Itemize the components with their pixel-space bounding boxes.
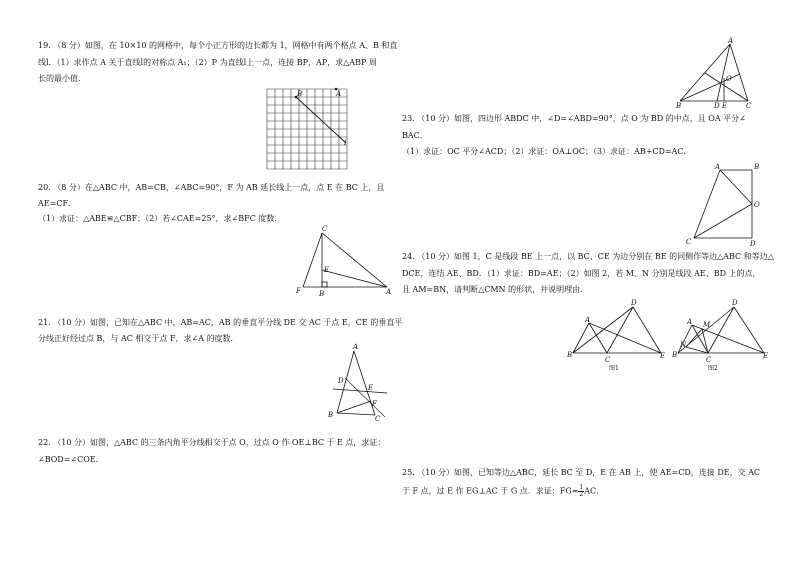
label-A: A	[728, 37, 734, 45]
q23-line3: （1）求证：OC 平分∠ACD；（2）求证：OA⊥OC；（3）求证：AB+CD=AC．	[402, 147, 692, 156]
q24-line2: DCE，连结 AE、BD．（1）求证：BD=AE；（2）如图 2，若 M、N 分别是线段 AE、BD 上的点，	[402, 269, 761, 278]
label-E: E	[368, 384, 374, 392]
q20-line3: （1）求证：△ABE≌△CBF；（2）若∠CAE=25°，求∠BFC 度数．	[38, 214, 283, 223]
label-F: F	[372, 400, 377, 408]
q25-line2-post: AC．	[584, 486, 605, 496]
figure-1-caption: 图1	[609, 365, 619, 372]
label-A: A	[715, 163, 721, 171]
label-C: C	[746, 102, 752, 110]
label-C: C	[322, 225, 328, 233]
q23-quadrilateral-figure	[684, 158, 769, 250]
figure-2-caption: 图2	[708, 365, 718, 372]
label-D: D	[714, 102, 720, 110]
label-B: B	[676, 102, 682, 110]
fraction-denominator: 2	[579, 491, 584, 498]
label-A: A	[336, 90, 342, 98]
label-D: D	[750, 240, 756, 248]
q21-triangle-figure	[325, 343, 390, 423]
label-F: F	[296, 287, 301, 295]
label-N: N	[680, 341, 687, 349]
label-E: E	[660, 352, 666, 360]
q19-line3: 长的最小值．	[38, 74, 86, 83]
line-l	[296, 97, 346, 143]
label-B: B	[297, 90, 303, 98]
q24-figure-2	[672, 297, 772, 372]
label-A: A	[386, 288, 392, 296]
q22-triangle-figure	[672, 38, 762, 110]
label-C: C	[706, 356, 712, 364]
q19-grid-figure	[266, 88, 356, 172]
label-D: D	[732, 299, 738, 307]
label-A: A	[353, 343, 359, 351]
label-B: B	[672, 351, 678, 359]
label-C: C	[686, 238, 692, 246]
label-B: B	[754, 163, 760, 171]
fraction-numerator: 1	[579, 484, 584, 491]
label-O: O	[754, 201, 760, 209]
q21-line1: 21. （10 分）如图，已知在△ABC 中，AB=AC，AB 的垂直平分线 DE 交 AC 于点 E，CE 的垂直平	[38, 318, 403, 327]
label-l: l	[344, 139, 347, 147]
q23-line1: 23. （10 分）如图，四边形 ABDC 中，∠D=∠ABD=90°，点 O 为 BD 的中点，且 OA 平分∠	[402, 114, 746, 123]
label-A: A	[585, 316, 591, 324]
q22-line1: 22. （10 分）如图，△ABC 的三条内角平分线相交于点 O，过点 O 作 OE⊥BC 于 E 点，求证：	[38, 438, 386, 447]
q24-line1: 24. （10 分）如图 1，C 是线段 BE 上一点，以 BC、CE 为边分别在 BE 的同侧作等边△ABC 和等边△	[402, 252, 774, 261]
label-O: O	[726, 75, 732, 83]
q25-line2-pre: 于 F 点，过 E 作 EG⊥AC 于 G 点．求证：FG=	[402, 486, 579, 496]
label-M: M	[703, 321, 711, 329]
q21-line2: 分线正好经过点 B，与 AC 相交于点 F，求∠A 的度数．	[38, 334, 239, 343]
label-B: B	[567, 351, 573, 359]
q20-line2: AE=CF．	[38, 199, 76, 208]
q22-line2: ∠BOD=∠COE．	[38, 455, 104, 464]
label-E: E	[763, 352, 769, 360]
label-D: D	[338, 377, 344, 385]
label-B: B	[328, 411, 334, 419]
label-C: C	[375, 415, 381, 423]
q24-figure-1	[565, 297, 670, 372]
q25-line2	[402, 485, 604, 498]
q20-line1: 20. （8 分）在△ABC 中，AB=CB，∠ABC=90°，F 为 AB 延长线上一点，点 E 在 BC 上，且	[38, 183, 385, 192]
q24-line3: 且 AM=BN，请判断△CMN 的形状，并说明理由．	[402, 285, 589, 294]
label-B: B	[319, 290, 325, 298]
q25-line1: 25. （10 分）如图，已知等边△ABC，延长 BC 至 D，E 在 AB 上，使 AE=CD，连接 DE，交 AC	[402, 468, 761, 477]
label-E: E	[324, 266, 330, 274]
label-E: E	[722, 102, 728, 110]
q20-triangle-figure	[295, 225, 395, 300]
label-D: D	[631, 299, 637, 307]
label-A: A	[687, 318, 693, 326]
q23-line2: BAC．	[402, 131, 428, 140]
label-C: C	[605, 356, 611, 364]
q19-line2: 线l．（1）求作点 A 关于直线l的对称点 A₁；（2）P 为直线l上一点，连接 BP，AP，求△ABP 周	[38, 58, 377, 67]
q19-line1: 19. （8 分）如图，在 10×10 的网格中，每个小正方形的边长都为 1，网格中有两个格点 A、B 和直	[38, 41, 398, 50]
